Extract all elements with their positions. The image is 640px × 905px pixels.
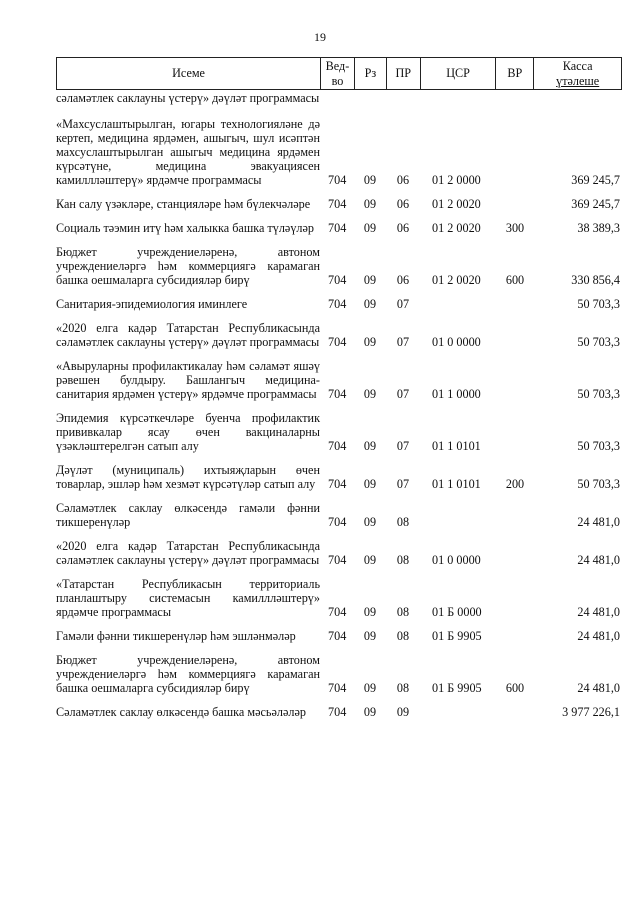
row-kassa: 24 481,0 [577,515,620,529]
row-ved: 704 [328,605,347,619]
header-pr: ПР [386,58,420,89]
row-name: Санитария-эпидемиология иминлеге [56,297,248,311]
row-rz: 09 [363,439,377,453]
row-rz: 09 [363,553,377,567]
row-csr: 01 2 0020 [432,197,481,211]
table-row [56,629,622,643]
continued-row-text: сәламәтлек саклауны үстерү» дәүләт программасы [56,91,320,105]
row-csr: 01 2 0020 [432,273,481,287]
header-ved-line2: во [331,73,344,88]
row-csr: 01 0 0000 [432,553,481,567]
row-kassa: 369 245,7 [571,197,620,211]
row-rz: 09 [363,335,377,349]
table-row [56,117,622,187]
row-ved: 704 [328,297,347,311]
row-ved: 704 [328,173,347,187]
table-row [56,197,622,211]
row-pr: 08 [396,605,410,619]
row-vr: 200 [505,477,525,491]
row-csr: 01 Б 9905 [432,629,482,643]
header-kassa-line2: үтәлеше [556,73,600,88]
header-csr: ЦСР [420,58,496,89]
row-ved: 704 [328,681,347,695]
row-kassa: 50 703,3 [577,335,620,349]
table-row [56,539,622,567]
row-pr: 07 [396,297,410,311]
row-name: Социаль тәэмин итү һәм халыкка башка түләүләр [56,221,314,235]
row-name: Кан салу үзәкләре, станцияләре һәм бүлекчәләре [56,197,311,211]
table-row [56,297,622,311]
row-rz: 09 [363,477,377,491]
row-kassa: 50 703,3 [577,297,620,311]
row-name: «Татарстан Республикасын территориаль планлаштыру системасын камиллләштерү» ярдәмче программасы [56,577,320,619]
row-ved: 704 [328,221,347,235]
header-ved [320,58,354,89]
row-ved: 704 [328,273,347,287]
row-rz: 09 [363,605,377,619]
row-kassa: 24 481,0 [577,629,620,643]
table-row [56,705,622,719]
row-rz: 09 [363,387,377,401]
row-csr: 01 Б 0000 [432,605,482,619]
row-csr: 01 1 0101 [432,477,481,491]
row-vr: 300 [505,221,525,235]
table-row [56,321,622,349]
row-ved: 704 [328,387,347,401]
row-name: Бюджет учреждениеләренә, автоном учреждениеләргә һәм коммерциягә карамаган башка оешмаларга субсидияләр бирү [56,245,320,287]
row-pr: 08 [396,681,410,695]
row-ved: 704 [328,629,347,643]
table-row [56,577,622,619]
header-rz: Рз [354,58,386,89]
row-name: Гамәли фәнни тикшеренүләр һәм эшләнмәләр [56,629,296,643]
row-csr: 01 1 0000 [432,387,481,401]
row-pr: 06 [396,173,410,187]
row-rz: 09 [363,197,377,211]
row-ved: 704 [328,477,347,491]
table-body [56,117,622,719]
row-ved: 704 [328,553,347,567]
row-rz: 09 [363,629,377,643]
row-pr: 06 [396,273,410,287]
row-vr: 600 [505,681,525,695]
row-kassa: 50 703,3 [577,439,620,453]
header-name: Исеме [172,66,205,80]
row-csr: 01 Б 9905 [432,681,482,695]
row-rz: 09 [363,297,377,311]
row-ved: 704 [328,705,347,719]
row-csr: 01 1 0101 [432,439,481,453]
row-pr: 07 [396,387,410,401]
table-row [56,221,622,235]
row-ved: 704 [328,439,347,453]
row-rz: 09 [363,173,377,187]
row-rz: 09 [363,705,377,719]
table-row [56,359,622,401]
row-pr: 07 [396,439,410,453]
header-kassa [533,58,621,89]
table-row [56,501,622,529]
row-name: Дәүләт (муниципаль) ихтыяҗларын өчен товарлар, эшләр һәм хезмәт күрсәтүләр сатып алу [56,463,320,491]
row-vr: 600 [505,273,525,287]
table-row [56,463,622,491]
row-rz: 09 [363,681,377,695]
row-pr: 09 [396,705,410,719]
page-number: 19 [314,30,326,44]
row-kassa: 24 481,0 [577,681,620,695]
header-kassa-line1: Касса [562,58,593,73]
row-name: Сәламәтлек саклау өлкәсендә гамәли фәнни тикшеренүләр [56,501,320,529]
row-name: «2020 елга кадәр Татарстан Республикасында сәламәтлек саклауны үстерү» дәүләт программасы [56,539,320,567]
row-name: Сәламәтлек саклау өлкәсендә башка мәсьәләләр [56,705,306,719]
row-ved: 704 [328,335,347,349]
row-csr: 01 2 0020 [432,221,481,235]
row-kassa: 24 481,0 [577,553,620,567]
row-kassa: 3 977 226,1 [562,705,620,719]
row-name: «2020 елга кадәр Татарстан Республикасында сәламәтлек саклауны үстерү» дәүләт программасы [56,321,320,349]
row-rz: 09 [363,515,377,529]
table-row [56,653,622,695]
row-csr: 01 2 0000 [432,173,481,187]
row-ved: 704 [328,197,347,211]
row-name: Бюджет учреждениеләренә, автоном учреждениеләргә һәм коммерциягә карамаган башка оешмаларга субсидияләр бирү [56,653,320,695]
row-kassa: 24 481,0 [577,605,620,619]
row-pr: 08 [396,553,410,567]
table-row [56,411,622,453]
header-ved-line1: Вед- [325,58,350,73]
table-header [56,57,622,90]
row-kassa: 50 703,3 [577,477,620,491]
row-pr: 08 [396,515,410,529]
row-kassa: 330 856,4 [571,273,620,287]
table-row [56,245,622,287]
row-pr: 08 [396,629,410,643]
row-name: Эпидемия күрсәткечләре буенча профилактик прививкалар ясау өчен вакциналарны үзәкләштерелгән сатып алу [56,411,320,453]
row-ved: 704 [328,515,347,529]
row-csr: 01 0 0000 [432,335,481,349]
row-name: «Махсуслаштырылган, югары технологияләне дә кертеп, медицина ярдәмен, ашыгыч, шул исәптән махсуслаштырылган ашыгыч медицина ярдәмен күрсәтүне, медицина эвакуациясен камиллләштерү» ярдәмче программасы [56,117,320,187]
row-kassa: 50 703,3 [577,387,620,401]
row-kassa: 369 245,7 [571,173,620,187]
row-pr: 07 [396,477,410,491]
row-pr: 06 [396,221,410,235]
row-rz: 09 [363,273,377,287]
row-name: «Авыруларны профилактикалау һәм сәламәт яшәү рәвешен булдыру. Башлангыч медицина-санитария ярдәмен үстерү» ярдәмче программасы [56,359,320,401]
row-rz: 09 [363,221,377,235]
row-pr: 06 [396,197,410,211]
header-vr: ВР [495,58,533,89]
budget-table [56,57,622,729]
row-kassa: 38 389,3 [577,221,620,235]
row-pr: 07 [396,335,410,349]
